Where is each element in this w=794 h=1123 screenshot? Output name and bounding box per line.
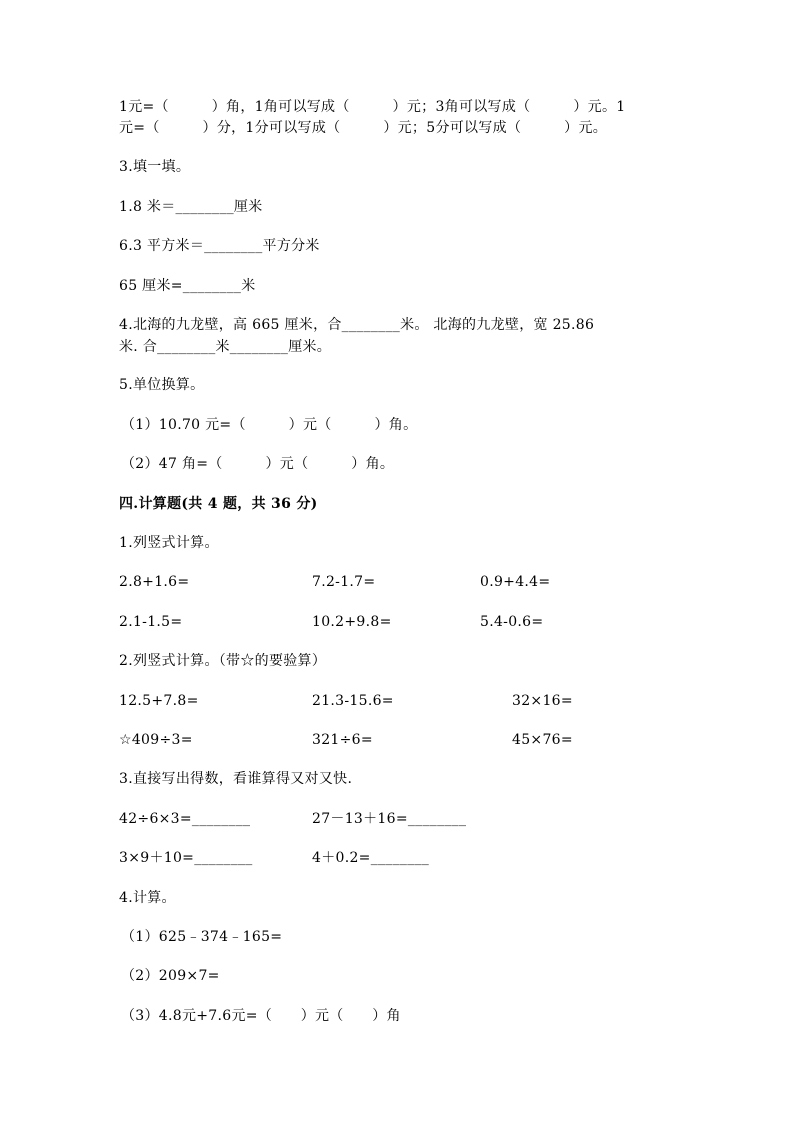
section-4-title: 四.计算题(共 4 题，共 36 分) xyxy=(119,496,318,512)
intro-line-2: 元=（ ）分，1分可以写成（ ）元；5分可以写成（ ）元。 xyxy=(119,120,608,136)
c2-title: 2.列竖式计算。（带☆的要验算） xyxy=(119,653,327,669)
q4-line-2: 米. 合________米________厘米。 xyxy=(119,339,332,355)
c1-r2-c1: 2.1-1.5= xyxy=(119,614,183,630)
c1-r1-c2: 7.2-1.7= xyxy=(312,574,376,590)
c2-r2-c2: 321÷6= xyxy=(312,732,373,748)
q4-line-1: 4.北海的九龙壁，高 665 厘米，合________米。 北海的九龙壁，宽 25.86 xyxy=(119,317,595,333)
c4-item-1: （1）625﹣374﹣165= xyxy=(121,929,283,945)
c4-item-2: （2）209×7= xyxy=(121,968,220,984)
q5-item-1: （1）10.70 元=（ ）元（ ）角。 xyxy=(121,417,418,433)
c2-r2-c1: ☆409÷3= xyxy=(119,732,193,748)
q3-item-1: 1.8 米＝________厘米 xyxy=(119,199,263,215)
c3-r1-c1: 42÷6×3=________ xyxy=(119,811,251,827)
c2-r2-c3: 45×76= xyxy=(512,732,573,748)
c4-title: 4.计算。 xyxy=(119,890,176,906)
c2-r1-c3: 32×16= xyxy=(512,693,573,709)
c1-title: 1.列竖式计算。 xyxy=(119,535,219,551)
intro-line-1: 1元=（ ）角，1角可以写成（ ）元；3角可以写成（ ）元。1 xyxy=(119,99,626,115)
q3-title: 3.填一填。 xyxy=(119,159,191,175)
c3-r1-c2: 27－13＋16=________ xyxy=(312,811,467,827)
q5-item-2: （2）47 角=（ ）元（ ）角。 xyxy=(121,456,395,472)
q3-item-3: 65 厘米=________米 xyxy=(119,278,256,294)
c1-r1-c1: 2.8+1.6= xyxy=(119,574,190,590)
c3-r2-c2: 4＋0.2=________ xyxy=(312,850,430,866)
c4-item-3: （3）4.8元+7.6元=（ ）元（ ）角 xyxy=(121,1008,401,1024)
q5-title: 5.单位换算。 xyxy=(119,377,205,393)
c1-r1-c3: 0.9+4.4= xyxy=(480,574,551,590)
q3-item-2: 6.3 平方米＝________平方分米 xyxy=(119,238,320,254)
c3-r2-c1: 3×9＋10=________ xyxy=(119,850,253,866)
c1-r2-c2: 10.2+9.8= xyxy=(312,614,392,630)
c2-r1-c2: 21.3-15.6= xyxy=(312,693,394,709)
c2-r1-c1: 12.5+7.8= xyxy=(119,693,199,709)
c3-title: 3.直接写出得数，看谁算得又对又快. xyxy=(119,771,353,787)
c1-r2-c3: 5.4-0.6= xyxy=(480,614,544,630)
